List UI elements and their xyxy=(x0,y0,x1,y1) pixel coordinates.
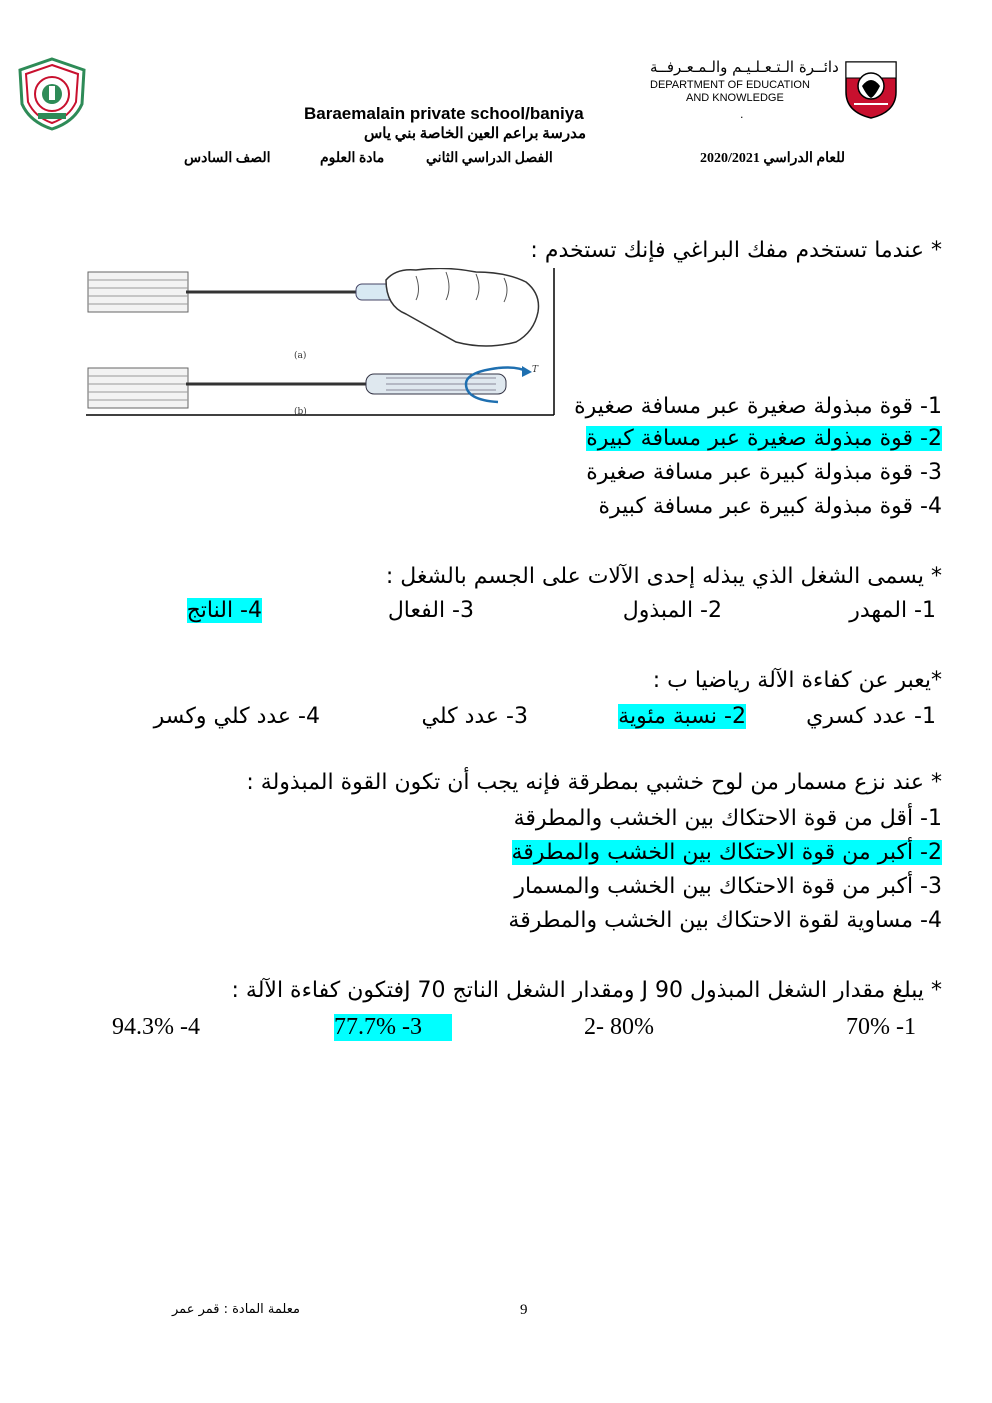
school-logo xyxy=(14,56,90,132)
q4-option-3: 3- أكبر من قوة الاحتكاك بين الخشب والمسمار xyxy=(514,874,942,899)
q1-option-3: 3- قوة مبذولة كبيرة عبر مسافة صغيرة xyxy=(586,460,942,485)
question-5: * يبلغ مقدار الشغل المبذول J 90 ومقدار الشغل الناتج J 70فتكون كفاءة الآلة : xyxy=(231,978,942,1003)
falcon-emblem-icon xyxy=(842,56,900,120)
q5-option-3-highlighted: 77.7% -3 xyxy=(334,1014,452,1041)
semester-label: الفصل الدراسي الثاني xyxy=(426,151,553,166)
q1-option-2-highlighted: 2- قوة مبذولة صغيرة عبر مسافة كبيرة xyxy=(586,426,942,451)
q4-option-4: 4- مساوية لقوة الاحتكاك بين الخشب والمطرقة xyxy=(508,908,942,933)
q5-option-4: 94.3% -4 xyxy=(112,1014,200,1040)
department-dot: . xyxy=(740,108,744,121)
school-name-en: Baraemalain private school/baniya xyxy=(304,104,584,123)
school-logo-icon xyxy=(14,56,90,132)
q1-option-4: 4- قوة مبذولة كبيرة عبر مسافة كبيرة xyxy=(598,494,942,519)
q2-option-2: 2- المبذول xyxy=(622,598,722,623)
wood-block-a xyxy=(88,272,188,312)
q4-option-2-highlighted: 2- أكبر من قوة الاحتكاك بين الخشب والمطرقة xyxy=(511,840,942,865)
q2-option-4-highlighted: 4- الناتج xyxy=(186,598,262,623)
q4-option-1: 1- أقل من قوة الاحتكاك بين الخشب والمطرقة xyxy=(513,806,942,831)
q5-option-1: 70% -1 xyxy=(846,1014,916,1040)
q3-option-3: 3- عدد كلي xyxy=(421,704,528,729)
department-name-en-2: AND KNOWLEDGE xyxy=(686,92,784,104)
figure-label-a: (a) xyxy=(294,351,307,361)
screwdriver-a xyxy=(186,284,396,300)
question-4: * عند نزع مسمار من لوح خشبي بمطرقة فإنه يجب أن تكون القوة المبذولة : xyxy=(246,770,942,795)
grade-label: الصف السادس xyxy=(184,151,271,166)
question-3: *يعبر عن كفاءة الآلة رياضيا ب : xyxy=(652,668,942,693)
question-1: * عندما تستخدم مفك البراغي فإنك تستخدم : xyxy=(530,238,942,263)
figure-label-b: (b) xyxy=(294,407,307,416)
teacher-name: معلمة المادة : قمر عمر xyxy=(172,1302,300,1317)
q3-option-2-highlighted: 2- نسبة مئوية xyxy=(618,704,746,729)
subject-label: مادة العلوم xyxy=(320,151,385,166)
school-name-ar: مدرسة براعم العين الخاصة بني ياس xyxy=(364,126,587,142)
q3-option-1: 1- عدد كسري xyxy=(806,704,936,729)
department-name-ar: دائــرة الـتـعـلـيـم والـمـعـرفــة xyxy=(650,58,839,76)
q2-option-3: 3- الفعال xyxy=(387,598,474,623)
academic-year: للعام الدراسي 2020/2021 xyxy=(700,151,846,166)
figure-label-t: T xyxy=(532,365,539,375)
q3-option-4: 4- عدد كلي وكسر xyxy=(153,704,320,729)
screwdriver-figure xyxy=(86,268,556,416)
q1-option-1: 1- قوة مبذولة صغيرة عبر مسافة صغيرة xyxy=(574,394,942,419)
department-emblem xyxy=(842,56,900,120)
screwdriver-b xyxy=(186,374,506,394)
wood-block-b xyxy=(88,368,188,408)
hand-icon xyxy=(386,268,539,346)
page-number: 9 xyxy=(520,1302,528,1318)
question-2: * يسمى الشغل الذي يبذله إحدى الآلات على الجسم بالشغل : xyxy=(385,564,942,589)
q5-option-2: 2- 80% xyxy=(584,1014,654,1040)
q2-option-1: 1- المهدر xyxy=(849,598,936,623)
department-name-en-1: DEPARTMENT OF EDUCATION xyxy=(650,79,810,91)
